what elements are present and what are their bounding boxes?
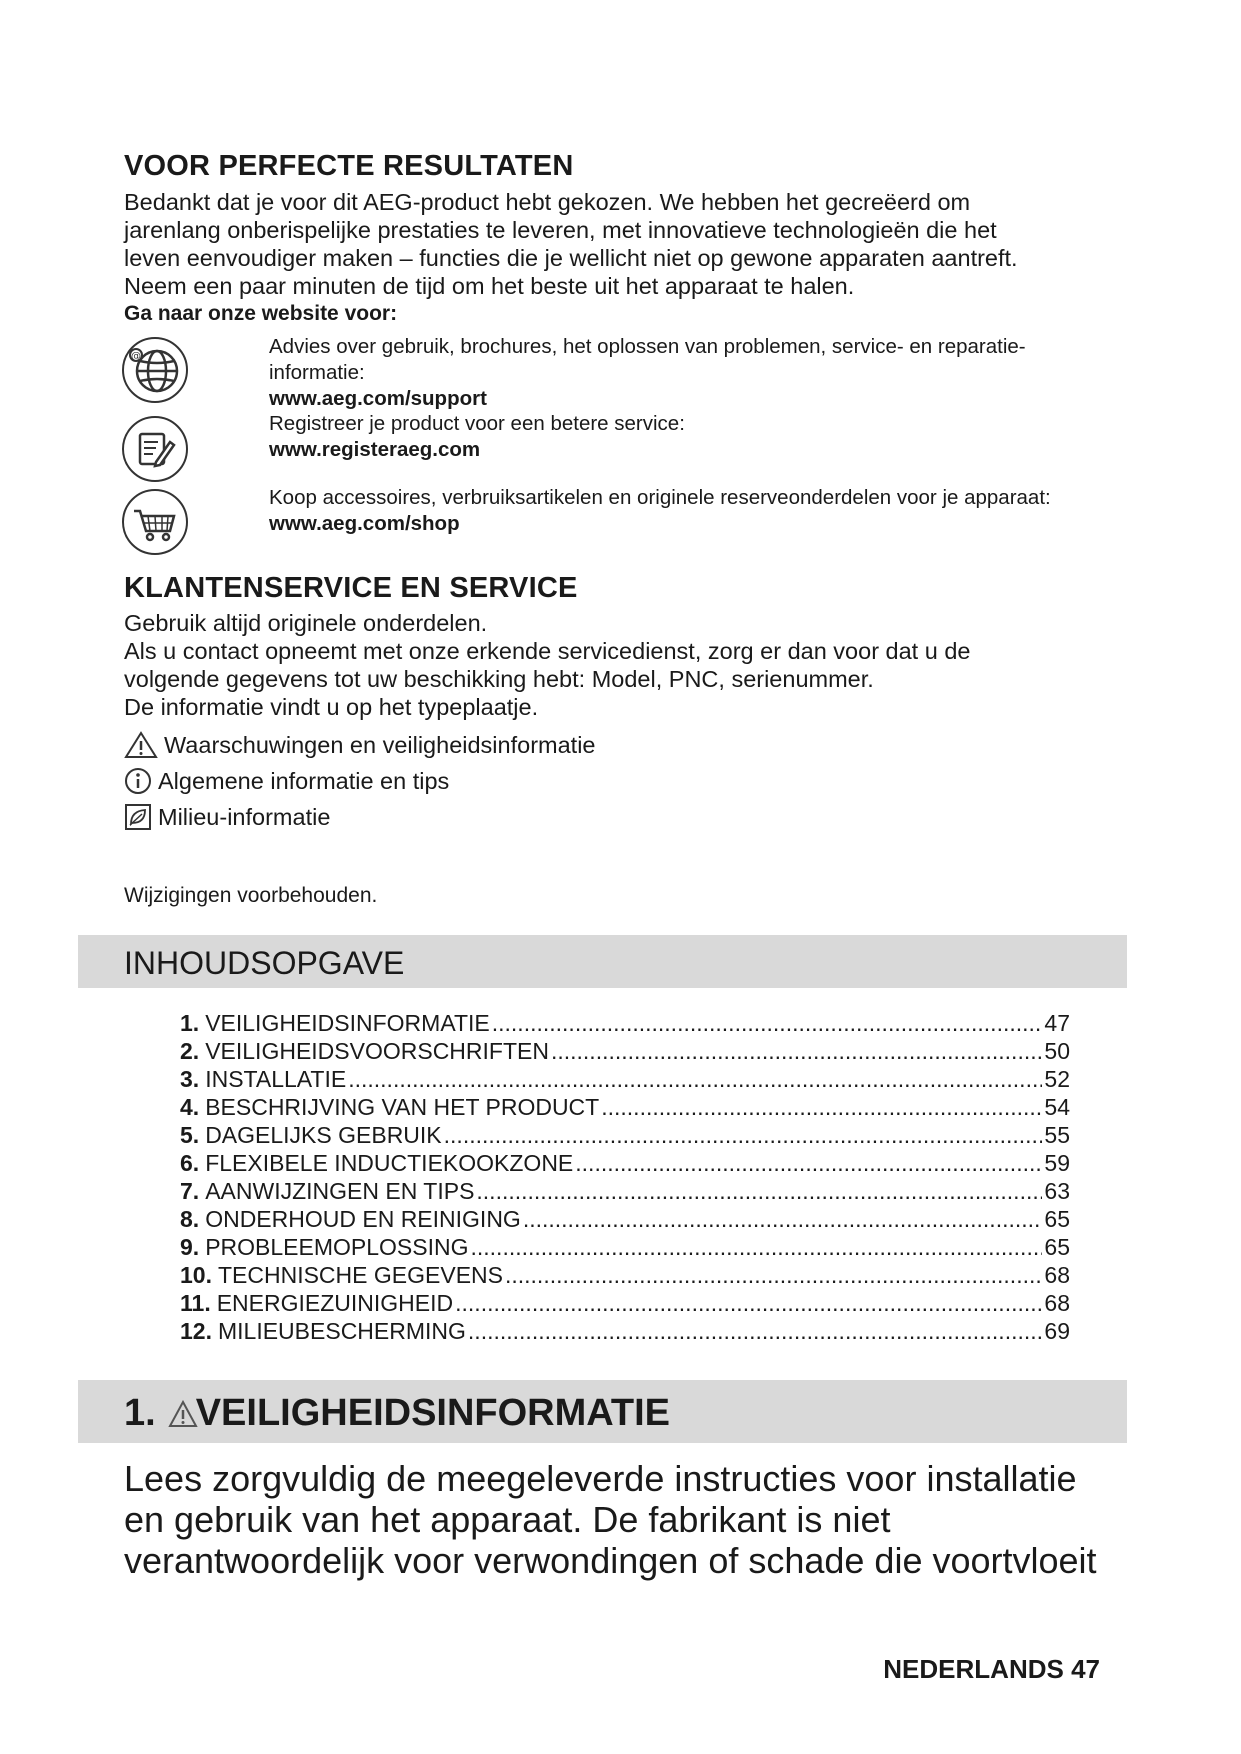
toc-item-number: 11.: [180, 1290, 211, 1316]
toc-item-page: 52: [1044, 1066, 1070, 1092]
toc-item-number: 9.: [180, 1234, 200, 1260]
toc-item-leader: [455, 1289, 1042, 1317]
shop-link[interactable]: www.aeg.com/shop: [269, 512, 460, 535]
section-title-perfect-results: VOOR PERFECTE RESULTATEN: [124, 150, 574, 182]
toc-item-leader: [551, 1037, 1042, 1065]
toc-item[interactable]: [180, 1009, 1070, 1037]
toc-item-number: 3.: [180, 1066, 200, 1092]
register-text: Registreer je product voor een betere service:: [269, 412, 685, 435]
service-line: De informatie vindt u op het typeplaatje.: [124, 694, 539, 720]
shop-text: Koop accessoires, verbruiksartikelen en originele reserveonderdelen voor je apparaat:: [269, 486, 1051, 509]
register-link-block: [269, 411, 1149, 463]
safety-line: verantwoordelijk voor verwondingen of schade die voortvloeit: [124, 1540, 1097, 1581]
toc-item[interactable]: [180, 1037, 1070, 1065]
toc-item-number: 6.: [180, 1150, 200, 1176]
section-title-customer-service: KLANTENSERVICE EN SERVICE: [124, 572, 578, 604]
toc-item-leader: [348, 1065, 1042, 1093]
toc-item-page: 59: [1044, 1150, 1070, 1176]
info-icon: [124, 767, 152, 795]
toc-item-number: 4.: [180, 1094, 200, 1120]
register-icon: [120, 414, 190, 484]
toc-item-leader: [523, 1205, 1043, 1233]
legend-info-label: Algemene informatie en tips: [158, 768, 450, 794]
safety-intro: [124, 1458, 1144, 1581]
service-line: volgende gegevens tot uw beschikking hebt: Model, PNC, serienummer.: [124, 666, 874, 692]
toc-list: [180, 1009, 1070, 1345]
toc-item-leader: [476, 1177, 1042, 1205]
legend-info: [124, 766, 449, 796]
toc-item[interactable]: [180, 1205, 1070, 1233]
toc-item-leader: [468, 1317, 1042, 1345]
toc-item-page: 55: [1044, 1122, 1070, 1148]
toc-item-leader: [505, 1261, 1042, 1289]
toc-item-page: 65: [1044, 1234, 1070, 1260]
toc-header-band: [78, 935, 1127, 988]
toc-item-number: 10.: [180, 1262, 212, 1288]
intro-line: Neem een paar minuten de tijd om het beste uit het apparaat te halen.: [124, 273, 855, 299]
toc-item[interactable]: [180, 1177, 1070, 1205]
toc-item-label: AANWIJZINGEN EN TIPS: [205, 1178, 475, 1204]
toc-item-page: 54: [1044, 1094, 1070, 1120]
toc-item-page: 68: [1044, 1290, 1070, 1316]
toc-item-label: ENERGIEZUINIGHEID: [216, 1290, 454, 1316]
toc-item[interactable]: [180, 1065, 1070, 1093]
toc-item-label: ONDERHOUD EN REINIGING: [205, 1206, 521, 1232]
intro-line: leven eenvoudiger maken – functies die je wellicht niet op gewone apparaten aantreft.: [124, 245, 1018, 271]
toc-item[interactable]: [180, 1233, 1070, 1261]
toc-item[interactable]: [180, 1261, 1070, 1289]
toc-item-leader: [575, 1149, 1042, 1177]
toc-title: INHOUDSOPGAVE: [124, 945, 405, 981]
toc-item-label: DAGELIJKS GEBRUIK: [205, 1122, 442, 1148]
toc-item-page: 69: [1044, 1318, 1070, 1344]
toc-item[interactable]: [180, 1121, 1070, 1149]
intro-paragraph: [124, 188, 1124, 328]
legend-environment-label: Milieu-informatie: [158, 804, 331, 830]
toc-item-page: 50: [1044, 1038, 1070, 1064]
safety-heading: [124, 1392, 670, 1435]
toc-item-label: VEILIGHEIDSVOORSCHRIFTEN: [205, 1038, 549, 1064]
changes-note: Wijzigingen voorbehouden.: [124, 884, 378, 907]
cart-icon: [120, 487, 190, 557]
legend-warning-label: Waarschuwingen en veiligheidsinformatie: [164, 732, 596, 758]
toc-item-leader: [471, 1233, 1043, 1261]
intro-line: jarenlang onberispelijke prestaties te leveren, met innovatieve technologieën die het: [124, 217, 997, 243]
toc-item-label: INSTALLATIE: [205, 1066, 347, 1092]
warning-icon: [124, 731, 158, 759]
svg-text:@: @: [131, 351, 141, 362]
toc-item-page: 47: [1044, 1010, 1070, 1036]
toc-item[interactable]: [180, 1149, 1070, 1177]
toc-item-label: TECHNISCHE GEGEVENS: [217, 1262, 503, 1288]
safety-heading-title: VEILIGHEIDSINFORMATIE: [195, 1392, 671, 1434]
support-text: informatie:: [269, 361, 365, 384]
toc-item-leader: [444, 1121, 1043, 1149]
globe-icon: [120, 335, 190, 405]
legend-warning: [124, 730, 596, 760]
toc-item-number: 12.: [180, 1318, 212, 1344]
toc-item-leader: [492, 1009, 1043, 1037]
service-paragraph: [124, 609, 1124, 721]
support-link-block: [269, 334, 1149, 412]
toc-item[interactable]: [180, 1289, 1070, 1317]
toc-item-page: 68: [1044, 1262, 1070, 1288]
page-footer: NEDERLANDS 47: [883, 1654, 1100, 1684]
toc-item-page: 65: [1044, 1206, 1070, 1232]
toc-item-page: 63: [1044, 1178, 1070, 1204]
website-label: Ga naar onze website voor:: [124, 302, 398, 325]
intro-line: Bedankt dat je voor dit AEG-product hebt gekozen. We hebben het gecreëerd om: [124, 189, 971, 215]
safety-heading-number: 1.: [124, 1392, 156, 1434]
toc-item-number: 8.: [180, 1206, 200, 1232]
toc-item-number: 7.: [180, 1178, 200, 1204]
support-link[interactable]: www.aeg.com/support: [269, 387, 487, 410]
legend-environment: [124, 802, 330, 832]
service-line: Gebruik altijd originele onderdelen.: [124, 610, 488, 636]
support-text: Advies over gebruik, brochures, het oplossen van problemen, service- en reparatie-: [269, 335, 1026, 358]
toc-item-label: VEILIGHEIDSINFORMATIE: [205, 1010, 490, 1036]
safety-line: Lees zorgvuldig de meegeleverde instructies voor installatie: [124, 1458, 1077, 1499]
shop-link-block: [269, 485, 1149, 537]
toc-item-number: 2.: [180, 1038, 200, 1064]
toc-item-label: PROBLEEMOPLOSSING: [205, 1234, 469, 1260]
toc-item-number: 5.: [180, 1122, 200, 1148]
toc-item-label: FLEXIBELE INDUCTIEKOOKZONE: [205, 1150, 574, 1176]
service-line: Als u contact opneemt met onze erkende servicedienst, zorg er dan voor dat u de: [124, 638, 971, 664]
toc-item-label: MILIEUBESCHERMING: [217, 1318, 466, 1344]
toc-item[interactable]: [180, 1317, 1070, 1345]
safety-header-band: [78, 1380, 1127, 1443]
leaf-icon: [124, 803, 152, 831]
safety-line: en gebruik van het apparaat. De fabrikant is niet: [124, 1499, 891, 1540]
toc-item[interactable]: [180, 1093, 1070, 1121]
toc-item-number: 1.: [180, 1010, 200, 1036]
toc-item-leader: [601, 1093, 1042, 1121]
toc-item-label: BESCHRIJVING VAN HET PRODUCT: [205, 1094, 600, 1120]
register-link[interactable]: www.registeraeg.com: [269, 438, 481, 461]
warning-icon: [168, 1400, 198, 1428]
